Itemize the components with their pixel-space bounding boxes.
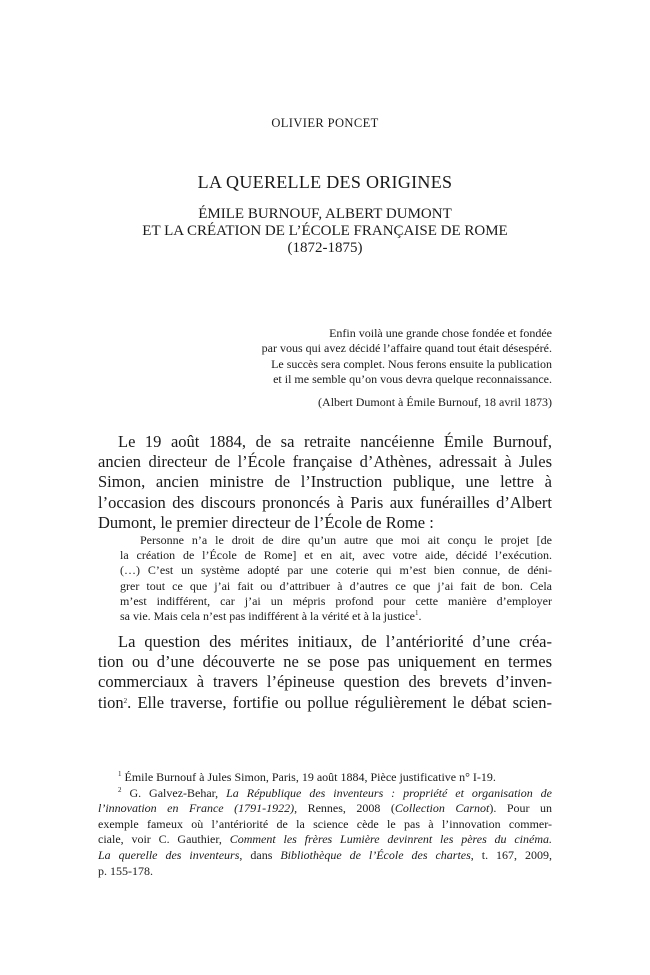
article-title: Comment les frères Lumière devinrent les pères du cinéma. — [229, 832, 553, 847]
footnote-1 — [98, 770, 552, 786]
epigraph-source: (Albert Dumont à Émile Burnouf, 18 avril 1873) — [318, 394, 552, 409]
epigraph-line: Enfin voilà une grande chose fondée et fondée — [329, 326, 552, 340]
footnote-text: G. Galvez-Behar, — [129, 785, 227, 800]
body-paragraph-1 — [98, 432, 552, 533]
collection-title: Collection Carnot — [394, 801, 490, 816]
footnote-text: , Rennes, 2008 ( — [294, 801, 395, 816]
footnote-text: Émile Burnouf à Jules Simon, Paris, 19 août 1884, Pièce justificative n° I-19. — [124, 770, 496, 784]
book-title: l’innovation en France (1791-1922) — [98, 801, 295, 816]
footnote-text: ). Pour un — [489, 801, 553, 816]
journal-title: Bibliothèque de l’École des chartes — [280, 847, 471, 862]
quote-line: (…) C’est un système adopté par une coterie qui m’est bien connue, de déni- — [120, 563, 552, 578]
footnote-number: 2 — [118, 785, 122, 794]
paragraph-line: l’occasion des discours prononcés à Paris aux funérailles d’Albert — [98, 492, 552, 512]
paragraph-text: tion — [98, 692, 124, 712]
footnote-2-line: exemple fameux où l’antériorité de la science cède le pas à l’innovation commer- — [98, 816, 552, 831]
paragraph-line: La question des mérites initiaux, de l’antériorité d’une créa- — [118, 632, 552, 651]
quote-line-last: sa vie. Mais cela n’est pas indifférent à la vérité et à la justice$^1$. — [120, 609, 422, 624]
block-quote — [120, 533, 552, 624]
paragraph-line: Simon, ancien ministre de l’Instruction publique, une lettre à — [98, 472, 552, 492]
footnote-ref[interactable]: 1 — [415, 609, 419, 618]
quote-text: sa vie. Mais cela n’est pas indifférent à la vérité et à la justice — [120, 609, 415, 624]
footnotes — [98, 770, 552, 879]
footnote-ref[interactable]: 2 — [123, 696, 128, 705]
subtitle-line: ÉMILE BURNOUF, ALBERT DUMONT — [198, 206, 452, 222]
paragraph-line-with-ref — [98, 693, 552, 713]
paragraph-line: tion ou d’une découverte ne se pose pas uniquement en termes — [98, 652, 552, 672]
epigraph-line: Le succès sera complet. Nous ferons ensuite la publication — [271, 356, 552, 371]
footnote-2-line — [98, 848, 552, 864]
body-paragraph-2 — [98, 632, 552, 713]
footnote-text: ciale, voir C. Gauthier, — [98, 832, 230, 847]
footnote-2-line — [98, 786, 552, 802]
paragraph-line: Dumont, le premier directeur de l’École de Rome : — [98, 512, 434, 532]
quote-line: m’est indifférent, car j’ai un mépris profond pour cette manière d’employer — [120, 593, 552, 608]
book-title: La République des inventeurs : propriété et organisation de — [226, 785, 553, 800]
paragraph-line: commerciaux à travers l’épineuse question des brevets d’inven- — [98, 672, 552, 692]
quote-line: Personne n’a le droit de dire qu’un autre que moi ait conçu le projet [de — [140, 533, 552, 547]
quote-line: la création de l’École de Rome] et en ait, avec votre aide, décidé l’exécution. — [120, 548, 552, 563]
footnote-2-line — [98, 832, 552, 848]
subtitle-dates: (1872-1875) — [287, 240, 363, 256]
quote-line: grer tout ce que j’ai fait ou d’attribuer à d’autres ce que j’ai fait de bon. Cela — [120, 578, 552, 593]
paragraph-line: ancien directeur de l’École française d’Athènes, adressait à Jules — [98, 452, 552, 472]
author-name: OLIVIER PONCET — [271, 116, 379, 130]
chapter-title: LA QUERELLE DES ORIGINES — [197, 172, 453, 192]
epigraph-line: et il me semble qu’on vous devra quelque reconnaissance. — [273, 372, 552, 387]
footnote-text: , dans — [239, 847, 281, 862]
paragraph-line: Le 19 août 1884, de sa retraite nancéienne Émile Burnouf, — [118, 432, 552, 451]
paragraph-text: . Elle traverse, fortifie ou pollue régulièrement le débat scien- — [127, 692, 552, 712]
epigraph-line: par vous qui avez décidé l’affaire quand tout était désespéré. — [261, 341, 552, 356]
subtitle-line: ET LA CRÉATION DE L’ÉCOLE FRANÇAISE DE ROME — [142, 223, 508, 239]
footnote-2-line: p. 155-178. — [98, 863, 153, 878]
epigraph — [192, 326, 552, 410]
article-title: La querelle des inventeurs — [98, 847, 240, 862]
footnote-2-line — [98, 801, 552, 817]
footnote-number: 1 — [118, 770, 122, 778]
chapter-subtitle — [0, 206, 650, 257]
footnote-text: , t. 167, 2009, — [470, 847, 552, 862]
